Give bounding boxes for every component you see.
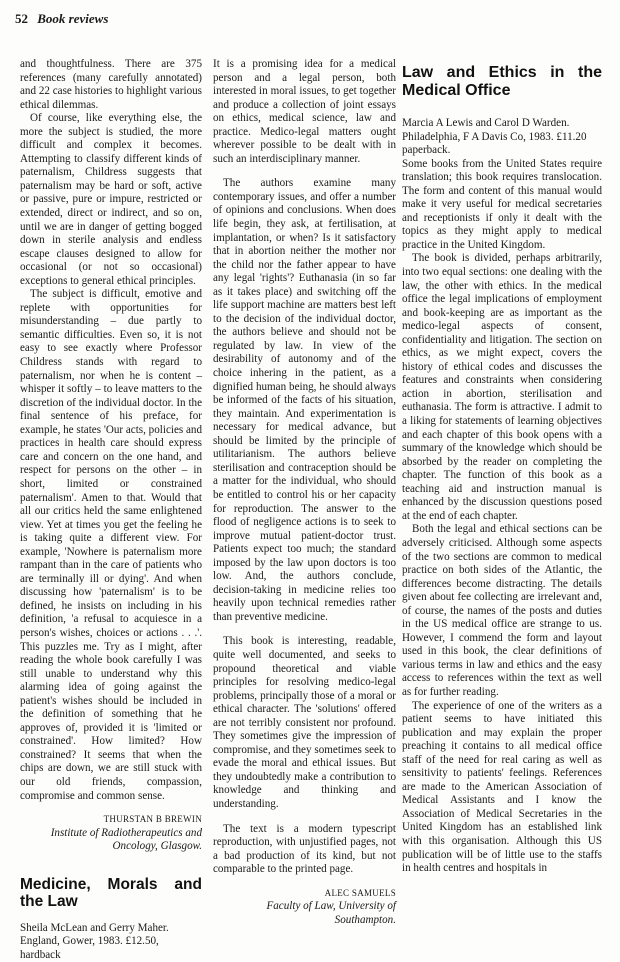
review2-paragraph: This book is interesting, readable, quite well documented, and seeks to propound theoretical and viable principles for resolving medico-legal problems, principally those of a moral or ethical character. The 'solutions' offered are not terribly consistent nor profound. They sometimes give the impression of compromise, and they sometimes seek to evade the moral and ethical issues. But they undoubtedly make a contribution to knowledge and thinking and understanding. [213, 635, 396, 810]
column-2 [213, 58, 396, 927]
review1-paragraph: The subject is difficult, emotive and replete with opportunities for misunderstanding – due partly to semantic difficulties. Even so, it is not easy to see exactly where Professor Childress stands with regard to paternalism, nor when he is content – whisper it softly – to leave matters to the discretion of the individual doctor. In the final sentence of his preface, for example, he states 'Our acts, policies and practices in health care should express care and concern on the one hand, and respect for persons on the other – in short, limited or constrained paternalism'. Amen to that. Would that all our critics held the same enlightened view. Yet at times you get the feeling he is taking quite a different view. For example, 'Nowhere is paternalism more rampant than in the care of patients who are terminally ill or dying'. And when discussing how 'paternalism' is to be defined, he insists on including in his definition, 'a refusal to acquiesce in a person's wishes, choices or actions . . .'. This puzzles me. Try as I might, after reading the whole book carefully I was still unable to understand why this alarming idea of going against the patient's wishes should be included in the definition of something that he approves of, provided it is 'limited or constrained'. How limited? How constrained? It seems that when the chips are down, we are still stuck with our old friends, compassion, compromise and common sense. [20, 288, 202, 802]
review1-paragraph: and thoughtfulness. There are 375 references (many carefully annotated) and 22 case histories to highlight various ethical dilemmas. [20, 58, 202, 111]
reviewer-name: THURSTAN B BREWIN [103, 814, 202, 825]
section-title: Book reviews [37, 11, 109, 26]
review2-citation: Sheila McLean and Gerry Maher. England, Gower, 1983. £12.50, hardback [20, 921, 169, 961]
review1-signature [20, 813, 202, 854]
review2-paragraph: The text is a modern typescript reproduction, with unjustified pages, not a bad production of its kind, but not comparable to the printed page. [213, 822, 396, 876]
citation-authors: Marcia A Lewis and Carol D Warden. [402, 117, 570, 129]
reviewer-name: ALEC SAMUELS [324, 887, 396, 898]
review2-paragraph: The authors examine many contemporary issues, and offer a number of opinions and conclusions. When does life begin, they ask, at fertilisation, at implantation, or when? Is it satisfactory that in abortion neither the mother nor the child nor the father appear to have any legal 'rights'? Euthanasia (in so far as it takes place) and switching off the life support machine are matters best left to the decision of the individual doctor, the authors believe and should not be regulated by law. In view of the desirability of autonomy and of the choice inhering in the patient, as a dignified human being, he should always be informed of the facts of his situation, they maintain. And experimentation is necessary for medical advance, but should be limited by the principle of utilitarianism. The authors believe sterilisation and contraception should be a matter for the individual, who should be entitled to control his or her capacity for reproduction. The answer to the flood of negligence actions is to seek to improve mutual patient-doctor trust. Patients expect too much; the standard imposed by the law upon doctors is too low. And, the authors conclude, decision-taking in medicine relies too heavily upon technical remedies rather than preventive medicine. [213, 177, 396, 623]
page-number: 52 [15, 11, 28, 26]
column-3 [402, 64, 602, 876]
review2-signature [213, 887, 396, 928]
reviewer-affiliation: Faculty of Law, University of Southampton. [266, 900, 396, 926]
column-1 [20, 58, 202, 962]
review3-paragraph: The book is divided, perhaps arbitrarily, into two equal sections: one dealing with the law, the other with ethics. In the medical office the legal implications of employment and book-keeping are as important as the medico-legal aspects of consent, confidentiality and litigation. The section on ethics, as we might expect, covers the history of ethical codes and discusses the features and constraints when considering action in abortion, sterilisation and euthanasia. The form is attractive. I admit to a liking for statements of learning objectives and each chapter of this book opens with a summary of the knowledge which should be absorbed by the reader on completing the chapter. The function of this book as a teaching aid and instruction manual is enhanced by the discussion questions posed at the end of each chapter. [402, 252, 602, 522]
review3-paragraph: Some books from the United States require translation; this book requires translocation. The form and content of this manual would make it very useful for medical secretaries and receptionists if only it dealt with the topics as they might apply to medical practice in the United Kingdom. [402, 157, 602, 251]
review3-paragraph: Both the legal and ethical sections can be adversely criticised. Although some aspects of the two sections are common to medical practice on both sides of the Atlantic, the differences become distracting. The details given about fee collecting are irrelevant and, of course, the names of the posts and duties in the US medical office are strange to us. However, I commend the form and layout used in this book, the clear definitions of various terms in law and ethics and the easy access to references within the text as well as for further reading. [402, 523, 602, 698]
review3-citation [402, 117, 602, 158]
review2-title: Medicine, Morals and the Law [20, 875, 202, 910]
review1-paragraph: Of course, like everything else, the more the subject is studied, the more difficult and complex it becomes. Attempting to classify different kinds of paternalism, Childress suggests that paternalism may be hard or soft, active or passive, pure or impure, restricted or extended, direct or indirect, and so on, until we are in danger of getting bogged down in sterile analysis and endless escape clauses designed to allow for occasional (or not so occasional) exceptions to general ethical principles. [20, 112, 202, 287]
citation-publisher: Philadelphia, F A Davis Co, 1983. £11.20 paperback. [402, 130, 587, 157]
review3-paragraph: The experience of one of the writers as a patient seems to have initiated this publication and may explain the proper preaching it contains to all medical office staff of the need for real caring as well as sensitivity to patients' feelings. References are made to the American Association of Medical Assistants and I know the Association of Medical Secretaries in the United Kingdom has an established link with this organisation. Although this US publication will be of little use to the staffs in health centres and hospitals in [402, 699, 602, 875]
reviewer-affiliation: Institute of Radiotherapeutics and Oncology, Glasgow. [50, 826, 202, 853]
review2-paragraph: It is a promising idea for a medical person and a legal person, both interested in moral issues, to get together and produce a collection of joint essays on ethics, medical science, law and practice. Medico-legal matters ought wherever possible to be dealt with in such an interdisciplinary manner. [213, 58, 396, 165]
review3-title: Law and Ethics in the Medical Office [402, 64, 602, 99]
running-head [15, 11, 108, 27]
